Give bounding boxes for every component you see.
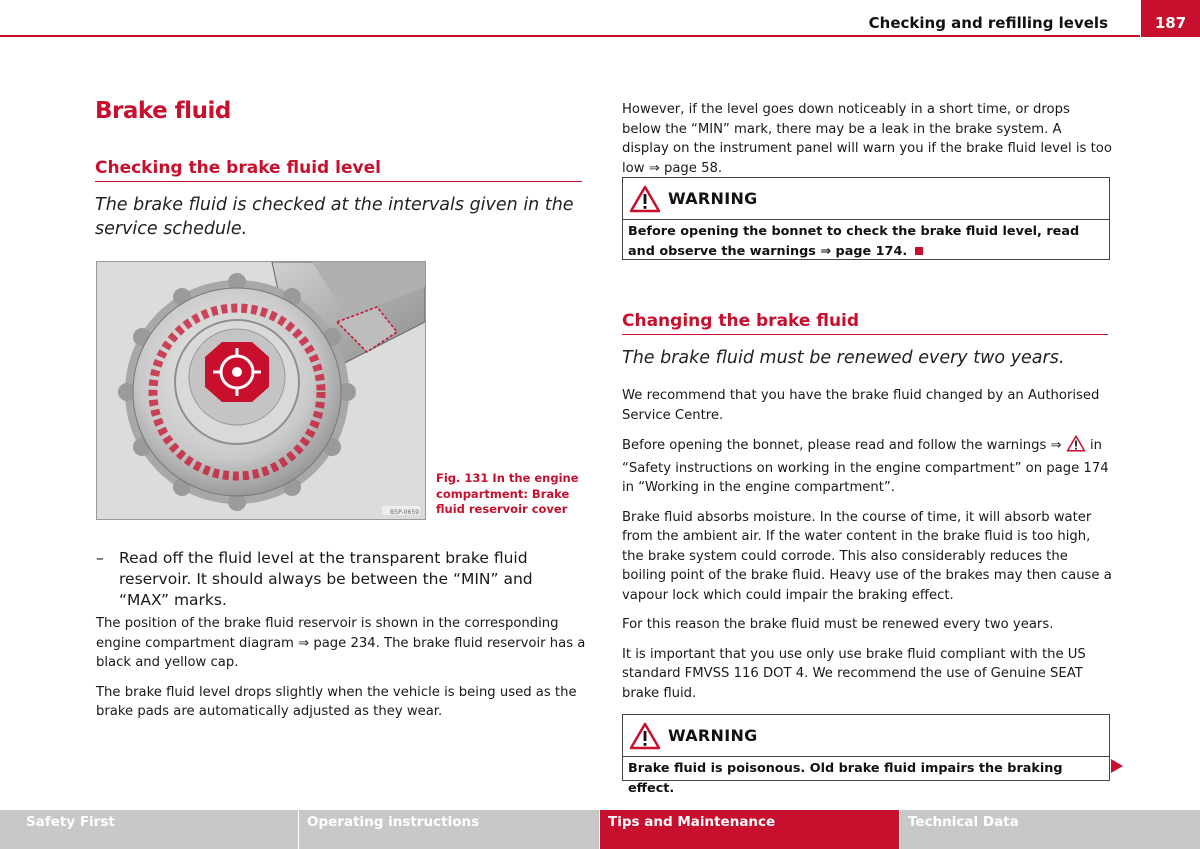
paragraph-warnings-reference xyxy=(622,435,1112,498)
instruction-text: Read off the fluid level at the transparent brake fluid reservoir. It should always be between the “MIN” and “MAX” marks. xyxy=(119,549,533,609)
paragraph: The brake fluid level drops slightly when the vehicle is being used as the brake pads are automatically adjusted as they wear. xyxy=(96,684,577,719)
subheading-checking: Checking the brake fluid level xyxy=(95,158,381,178)
brake-fluid-cap-illustration xyxy=(97,262,425,519)
warning-header xyxy=(623,715,1109,757)
paragraph: For this reason the brake fluid must be renewed every two years. xyxy=(622,617,1054,632)
instruction-step xyxy=(96,548,586,611)
warning-box-poisonous xyxy=(622,714,1110,796)
running-header-title: Checking and refilling levels xyxy=(868,14,1108,32)
warning-text: Before opening the bonnet to check the brake fluid level, read and observe the warnings ⇒ page 174. xyxy=(628,224,1080,259)
figure-caption: Fig. 131 In the engine compartment: Brake fluid reservoir cover xyxy=(436,471,579,516)
warning-box-bonnet xyxy=(622,177,1110,260)
warning-header xyxy=(623,178,1109,220)
subheading-rule xyxy=(622,334,1108,335)
tab-safety-first[interactable]: Safety First xyxy=(18,810,298,849)
tab-tips-and-maintenance[interactable]: Tips and Maintenance xyxy=(600,810,899,849)
paragraph: However, if the level goes down noticeably in a short time, or drops below the “MIN” mark, there may be a leak in the brake system. A display on the instrument panel will warn you if the brake fluid level is too low ⇒ page 58. xyxy=(622,102,1112,176)
warning-triangle-icon xyxy=(1066,435,1086,459)
right-top-paragraph xyxy=(622,100,1112,188)
paragraph-text: Before opening the bonnet, please read and follow the warnings ⇒ xyxy=(622,438,1062,453)
intro-changing: The brake fluid must be renewed every two years. xyxy=(622,348,1065,368)
left-body-text xyxy=(96,614,586,732)
paragraph: The position of the brake fluid reservoir is shown in the corresponding engine compartment diagram ⇒ page 234. The brake fluid reservoir has a black and yellow cap. xyxy=(96,616,586,670)
warning-triangle-icon xyxy=(629,722,661,754)
header-rule xyxy=(0,35,1140,37)
section-end-square-icon xyxy=(915,247,923,255)
warning-body: Brake fluid is poisonous. Old brake fluid impairs the braking effect. xyxy=(628,761,1063,796)
paragraph: It is important that you use only use brake fluid compliant with the US standard FMVSS 116 DOT 4. We recommend the use of Genuine SEAT brake fluid. xyxy=(622,646,1086,701)
intro-checking: The brake fluid is checked at the intervals given in the service schedule. xyxy=(95,195,574,239)
subheading-rule xyxy=(95,181,582,182)
paragraph-text: in “Safety instructions on working in the engine compartment” on page 174 in “Working in the engine compartment”. xyxy=(622,438,1109,495)
warning-body xyxy=(623,220,1109,262)
subheading-changing: Changing the brake fluid xyxy=(622,311,860,331)
warning-label: WARNING xyxy=(668,726,758,745)
footer-section-tabs xyxy=(0,810,1200,849)
warning-triangle-icon xyxy=(629,185,661,217)
figure-code: B5P-0659 xyxy=(390,509,419,516)
right-body-text xyxy=(622,386,1112,713)
section-title: Brake fluid xyxy=(95,98,231,124)
tab-operating-instructions[interactable]: Operating instructions xyxy=(299,810,599,849)
tab-technical-data[interactable]: Technical Data xyxy=(900,810,1200,849)
paragraph: We recommend that you have the brake fluid changed by an Authorised Service Centre. xyxy=(622,388,1100,423)
warning-label: WARNING xyxy=(668,189,758,208)
footer-edge xyxy=(0,810,18,849)
page-number: 187 xyxy=(1141,0,1200,37)
list-dash: – xyxy=(96,549,104,567)
paragraph: Brake fluid absorbs moisture. In the course of time, it will absorb water from the ambient air. If the water content in the brake fluid is too high, the brake system could corrode. This also considerably reduces the boiling point of the brake fluid. Heavy use of the brakes may then cause a vapour lock which could impair the braking effect. xyxy=(622,509,1112,603)
figure-brake-fluid-cap xyxy=(96,261,426,520)
next-page-arrow-icon[interactable] xyxy=(1111,758,1123,777)
